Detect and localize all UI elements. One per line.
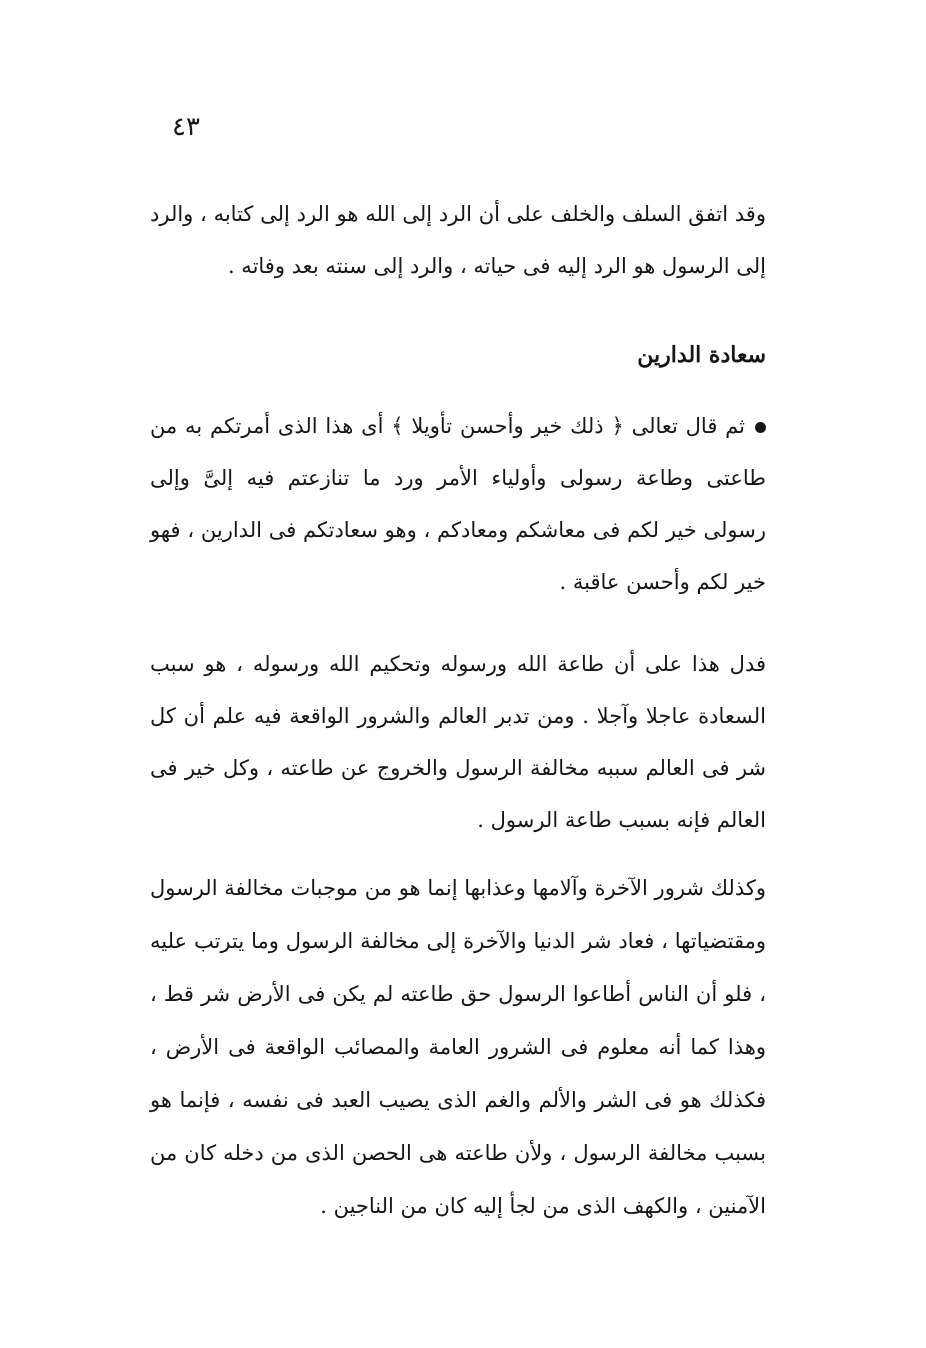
paragraph-text: وكذلك شرور الآخرة وآلامها وعذابها إنما هو من موجبات مخالفة الرسول ومقتضياتها ، فعاد شر الدنيا والآخرة إلى مخالفة الرسول وما يترتب عليه ، فلو أن الناس أطاعوا الرسول حق طاعته لم يكن فى الأرض شر قط ، وهذا كما أنه معلوم فى الشرور العامة والمصائب الواقعة فى الأرض ، فكذلك هو فى الشر والألم والغم الذى يصيب العبد فى نفسه ، فإنما هو بسبب مخالفة الرسول ، ولأن طاعته هى الحصن الذى من دخله كان من الآمنين ، والكهف الذى من لجأ إليه كان من الناجين . xyxy=(150,876,766,1218)
section-heading: سعادة الدارين xyxy=(637,342,766,368)
paragraph-text: ثم قال تعالى ﴿ ذلك خير وأحسن تأويلا ﴾ أى هذا الذى أمرتكم به من طاعتى وطاعة رسولى وأولياء الأمر ورد ما تنازعتم فيه إلىَّ وإلى رسولى خير لكم فى معاشكم ومعادكم ، وهو سعادتكم فى الدارين ، فهو خير لكم وأحسن عاقبة . xyxy=(150,414,766,594)
paragraph-block-3 xyxy=(150,638,766,846)
bullet-icon xyxy=(755,422,766,433)
paragraph-block-4 xyxy=(150,862,766,1233)
paragraph-text: فدل هذا على أن طاعة الله ورسوله وتحكيم الله ورسوله ، هو سبب السعادة عاجلا وآجلا . ومن تدبر العالم والشرور الواقعة فيه علم أن كل شر فى العالم سببه مخالفة الرسول والخروج عن طاعته ، وكل خير فى العالم فإنه بسبب طاعة الرسول . xyxy=(150,652,766,832)
page-number: ٤٣ xyxy=(172,112,200,142)
paragraph-with-bullet xyxy=(150,400,766,608)
paragraph-block-1 xyxy=(150,188,766,292)
paragraph-text: وقد اتفق السلف والخلف على أن الرد إلى الله هو الرد إلى كتابه ، والرد إلى الرسول هو الرد إليه فى حياته ، والرد إلى سنته بعد وفاته . xyxy=(150,202,766,278)
paragraph-block-2 xyxy=(150,400,766,608)
